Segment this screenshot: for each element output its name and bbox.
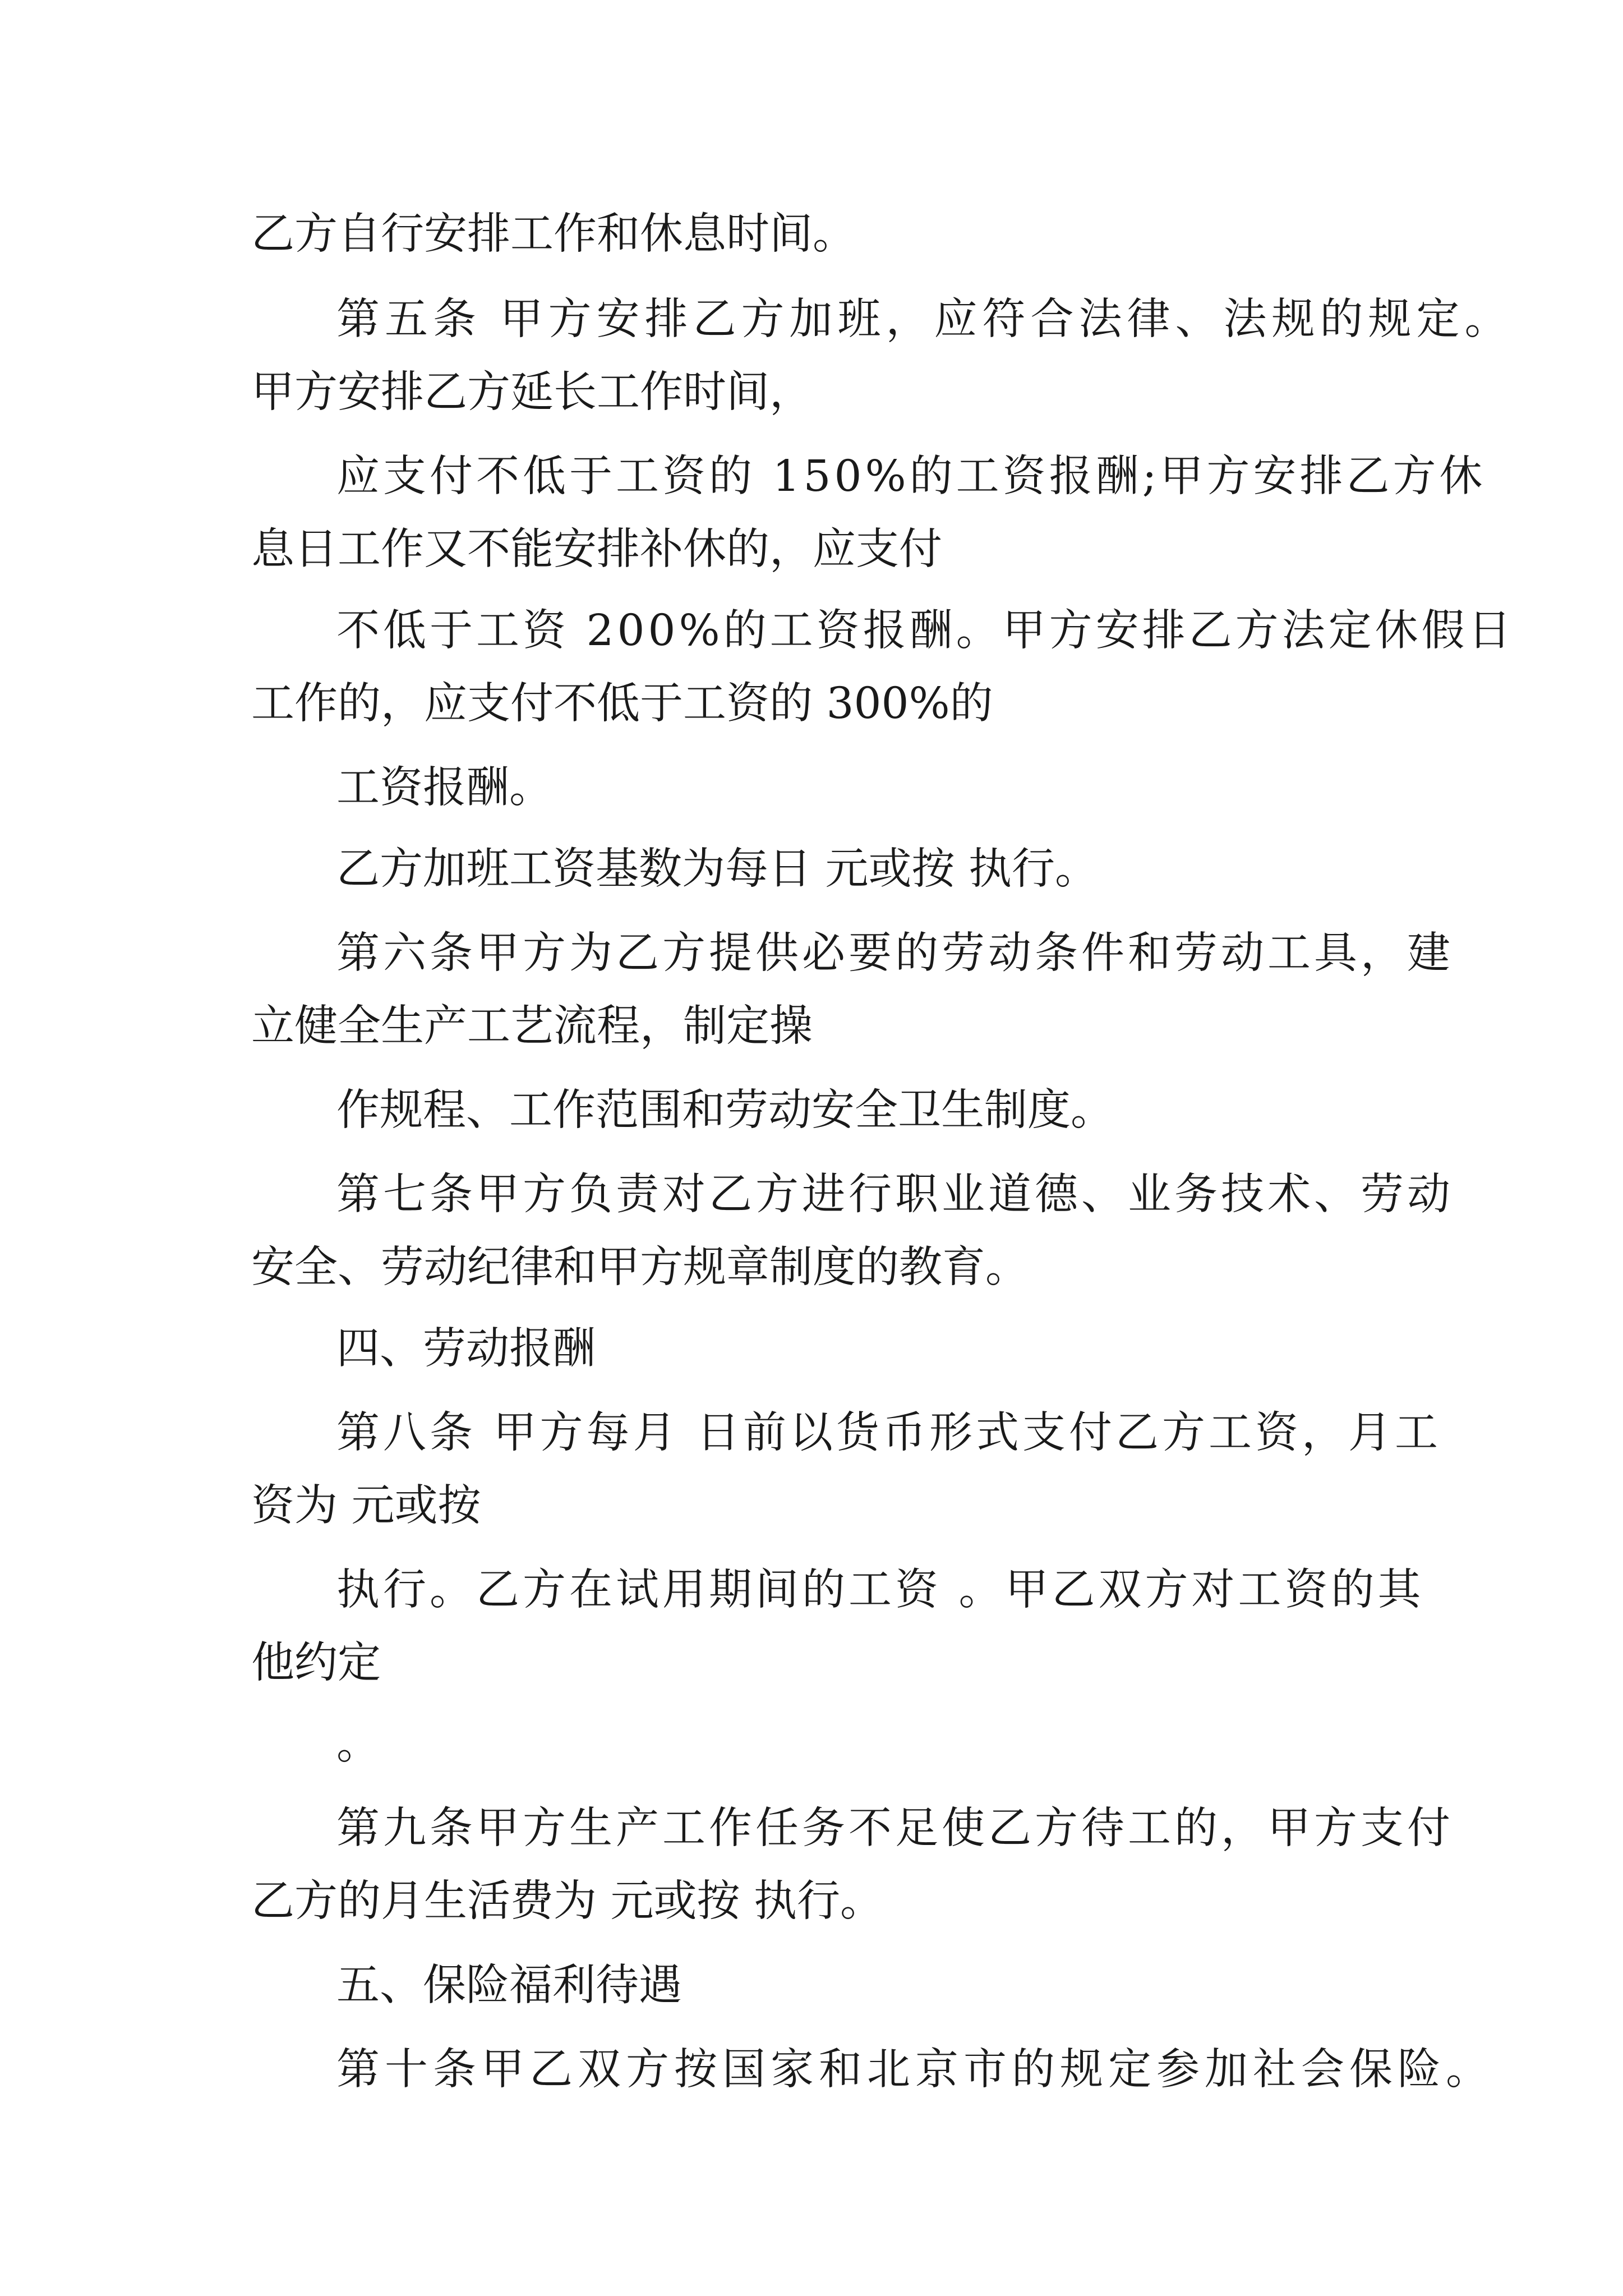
article-10-heading: 第十条甲乙双方按国家和北京市的规定参加社会保险。 bbox=[336, 2045, 1494, 2095]
paragraph-line: 执行。乙方在试用期间的工资 。甲乙双方对工资的其 bbox=[336, 1565, 1424, 1615]
article-8-heading: 第八条 甲方每月 日前以货币形式支付乙方工资，月工 bbox=[336, 1408, 1441, 1458]
paragraph-line: 不低于工资 200%的工资报酬。甲方安排乙方法定休假日 bbox=[336, 606, 1515, 656]
paragraph-line: 乙方的月生活费为 元或按 执行。 bbox=[251, 1876, 883, 1926]
paragraph-line: 资为 元或按 bbox=[251, 1481, 481, 1531]
paragraph-line: 工资报酬。 bbox=[336, 763, 552, 813]
article-6-heading: 第六条甲方为乙方提供必要的劳动条件和劳动工具，建 bbox=[336, 928, 1454, 978]
paragraph-line: 作规程、工作范围和劳动安全卫生制度。 bbox=[336, 1085, 1114, 1135]
paragraph-line: 乙方自行安排工作和休息时间。 bbox=[251, 209, 856, 259]
paragraph-line: 安全、劳动纪律和甲方规章制度的教育。 bbox=[251, 1243, 1029, 1292]
section-5-heading: 五、保险福利待遇 bbox=[336, 1961, 682, 2010]
paragraph-line: 他约定 bbox=[251, 1638, 381, 1688]
paragraph-line: 乙方加班工资基数为每日 元或按 执行。 bbox=[336, 844, 1098, 894]
paragraph-line: 工作的，应支付不低于工资的 300%的 bbox=[251, 679, 993, 729]
article-9-heading: 第九条甲方生产工作任务不足使乙方待工的，甲方支付 bbox=[336, 1803, 1454, 1853]
paragraph-line: 。 bbox=[336, 1719, 380, 1769]
paragraph-line: 应支付不低于工资的 150%的工资报酬;甲方安排乙方休 bbox=[336, 452, 1486, 501]
paragraph-line: 甲方安排乙方延长工作时间， bbox=[251, 367, 813, 417]
paragraph-line: 立健全生产工艺流程，制定操 bbox=[251, 1001, 813, 1051]
article-7-heading: 第七条甲方负责对乙方进行职业道德、业务技术、劳动 bbox=[336, 1170, 1454, 1220]
paragraph-line: 息日工作又不能安排补休的，应支付 bbox=[251, 524, 942, 574]
section-4-heading: 四、劳动报酬 bbox=[336, 1324, 596, 1374]
article-5-heading: 第五条 甲方安排乙方加班，应符合法律、法规的规定。 bbox=[336, 295, 1513, 344]
